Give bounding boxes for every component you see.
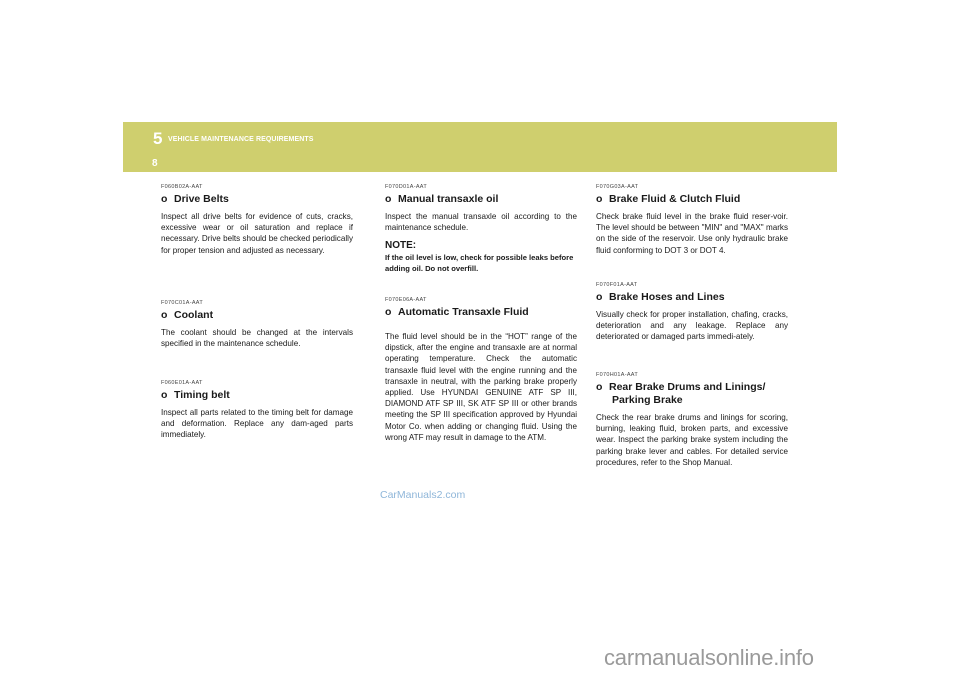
- section-code: F060B02A-AAT: [161, 184, 203, 190]
- section-body: Inspect all parts related to the timing belt for damage and deformation. Replace any dam-aged parts immediately.: [161, 408, 353, 440]
- section-heading: [596, 193, 788, 206]
- bullet-icon: o: [161, 193, 168, 205]
- bullet-icon: o: [385, 306, 392, 318]
- section-title-continued: Parking Brake: [612, 394, 683, 406]
- section-heading: [161, 309, 353, 322]
- section-heading: [161, 389, 353, 402]
- section-body: Check the rear brake drums and linings for scoring, burning, leaking fluid, broken parts, and excessive wear. Inspect the parking brake system including the parking brake lever and cables. For detailed service procedures, refer to the Shop Manual.: [596, 413, 788, 467]
- section-heading: [161, 193, 353, 206]
- section-timing-belt: [161, 380, 353, 441]
- section-code: F070H01A-AAT: [596, 372, 639, 378]
- chapter-number: 5: [153, 129, 163, 148]
- section-title: Automatic Transaxle Fluid: [398, 306, 529, 318]
- section-coolant: [161, 300, 353, 349]
- section-heading: [596, 291, 788, 304]
- section-brake-hoses: [596, 282, 788, 343]
- section-code: F070D01A-AAT: [385, 184, 428, 190]
- bullet-icon: o: [596, 291, 603, 303]
- note-body: If the oil level is low, check for possible leaks before adding oil. Do not overfill.: [385, 253, 574, 274]
- section-rear-brake: [596, 372, 788, 468]
- watermark-link[interactable]: CarManuals2.com: [380, 489, 466, 501]
- section-drive-belts: [161, 184, 353, 256]
- section-heading: [596, 381, 788, 407]
- section-code: F070G03A-AAT: [596, 184, 639, 190]
- section-code: F070F01A-AAT: [596, 282, 638, 288]
- section-heading: [385, 193, 577, 206]
- bullet-icon: o: [596, 193, 603, 205]
- section-title: Rear Brake Drums and Linings/: [609, 381, 766, 393]
- note-title: NOTE:: [385, 240, 417, 252]
- section-title: Brake Fluid & Clutch Fluid: [609, 193, 741, 205]
- section-heading: [385, 306, 577, 319]
- section-body: Inspect all drive belts for evidence of cuts, cracks, excessive wear or oil saturation and replace if necessary. Drive belts should be checked periodically for proper tension and adjusted as necessary.: [161, 212, 353, 255]
- page-number: 8: [152, 158, 158, 169]
- section-manual-transaxle: [385, 184, 577, 274]
- section-brake-fluid: [596, 184, 788, 256]
- bullet-icon: o: [161, 309, 168, 321]
- bullet-icon: o: [596, 381, 603, 393]
- section-code: F060E01A-AAT: [161, 380, 203, 386]
- section-code: F070E06A-AAT: [385, 297, 427, 303]
- section-title: Coolant: [174, 309, 214, 321]
- section-code: F070C01A-AAT: [161, 300, 204, 306]
- section-title: Brake Hoses and Lines: [609, 291, 725, 303]
- bullet-icon: o: [385, 193, 392, 205]
- chapter-title: VEHICLE MAINTENANCE REQUIREMENTS: [168, 136, 314, 143]
- section-body: Inspect the manual transaxle oil according to the maintenance schedule.: [385, 212, 577, 233]
- section-title: Timing belt: [174, 389, 230, 401]
- section-body: Visually check for proper installation, chafing, cracks, deterioration and any leakage. Replace any deteriorated or damaged parts immedi-ately.: [596, 310, 788, 342]
- bullet-icon: o: [161, 389, 168, 401]
- footer-watermark: carmanualsonline.info: [604, 645, 814, 670]
- section-body: The coolant should be changed at the intervals specified in the maintenance schedule.: [161, 328, 353, 349]
- header-band: [123, 122, 837, 172]
- section-automatic-transaxle: [385, 297, 577, 443]
- section-body: Check brake fluid level in the brake fluid reser-voir. The level should be between "MIN" and "MAX" marks on the side of the reservoir. Use only hydraulic brake fluid conforming to DOT 3 or DOT 4.: [596, 212, 788, 255]
- section-title: Manual transaxle oil: [398, 193, 499, 205]
- section-title: Drive Belts: [174, 193, 229, 205]
- section-body: The fluid level should be in the “HOT” range of the dipstick, after the engine and transaxle are at normal operating temperature. Check the automatic transaxle fluid level with the engine running and the transaxle in neutral, with the parking brake properly applied. Use HYUNDAI GENUINE ATF SP III, DIAMOND ATF SP III, SK ATF SP III or other brands meeting the SP III specification approved by Hyundai Motor Co. when adding or changing fluid. Using the wrong ATF may result in damage to the ATM.: [385, 332, 577, 442]
